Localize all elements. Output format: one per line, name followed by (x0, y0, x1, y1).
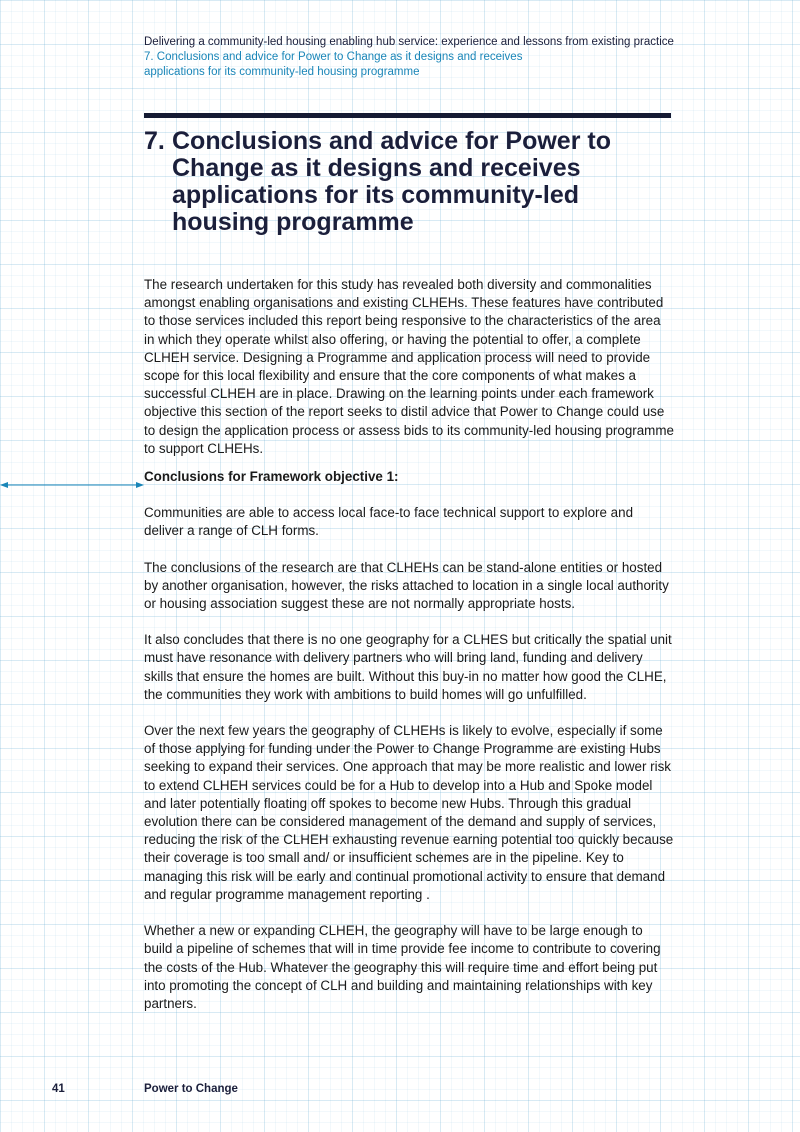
margin-arrow-icon (0, 479, 144, 491)
heading-rule (144, 113, 671, 118)
conclusion-paragraph-4: Whether a new or expanding CLHEH, the geography will have to be large enough to build a pipeline of schemes that will in time provide fee income to contribute to covering the costs of the Hub. Whatever the geography this will require time and effort being put into promoting the concept of CLH and building and maintaining relationships with key partners. (144, 923, 661, 1011)
objective-paragraph: Communities are able to access local face-to face technical support to explore and deliver a range of CLH forms. (144, 505, 634, 539)
conclusion-paragraph-2: It also concludes that there is no one geography for a CLHES but critically the spatial unit must have resonance with delivery partners who will bring land, funding and delivery skills that ensure the homes are built. Without this buy-in no matter how good the CLHE, the communities they work with ambitions to build homes will go unfulfilled. (144, 632, 672, 702)
running-header-document-title: Delivering a community-led housing enabling hub service: experience and lessons from existing practice (144, 36, 674, 48)
running-header-section-line-1: 7. Conclusions and advice for Power to Change as it designs and receives (144, 51, 523, 63)
framework-objective-subheading: Conclusions for Framework objective 1: (144, 469, 399, 485)
footer-brand: Power to Change (144, 1083, 238, 1095)
page-number: 41 (52, 1083, 65, 1095)
section-heading-text: Conclusions and advice for Power to Change as it designs and receives applications for its community-led housing programme (172, 127, 611, 236)
section-heading (144, 128, 674, 236)
section-heading-number: 7. (144, 127, 165, 155)
conclusion-paragraph-1: The conclusions of the research are that CLHEHs can be stand-alone entities or hosted by another organisation, however, the risks attached to location in a single local authority or housing association suggest these are not normally appropriate hosts. (144, 559, 669, 612)
running-header-section-line-2: applications for its community-led housing programme (144, 66, 420, 78)
body-text (144, 276, 674, 1031)
running-header (144, 35, 674, 80)
intro-paragraph: The research undertaken for this study has revealed both diversity and commonalities amongst enabling organisations and existing CLHEHs. These features have contributed to those services included this report being responsive to the characteristics of the area in which they operate whilst also offering, or having the potential to offer, a complete CLHEH service. Designing a Programme and application process will need to provide scope for this local flexibility and ensure that the core components of what makes a successful CLHEH are in place. Drawing on the learning points under each framework objective this section of the report seeks to distil advice that Power to Change could use to design the application process or assess bids to its community-led housing programme to support CLHEHs. (144, 277, 674, 456)
conclusion-paragraph-3: Over the next few years the geography of CLHEHs is likely to evolve, especially if some of those applying for funding under the Power to Change Programme are existing Hubs seeking to expand their services. One approach that may be more realistic and lower risk to extend CLHEH services could be for a Hub to develop into a Hub and Spoke model and later potentially floating off spokes to become new Hubs. Through this gradual evolution there can be considered management of the demand and supply of services, reducing the risk of the CLHEH exhausting revenue earning potential too quickly because their coverage is too small and/ or insufficient schemes are in the pipeline. Key to managing this risk will be early and continual promotional activity to ensure that demand and regular programme management reporting . (144, 723, 674, 902)
